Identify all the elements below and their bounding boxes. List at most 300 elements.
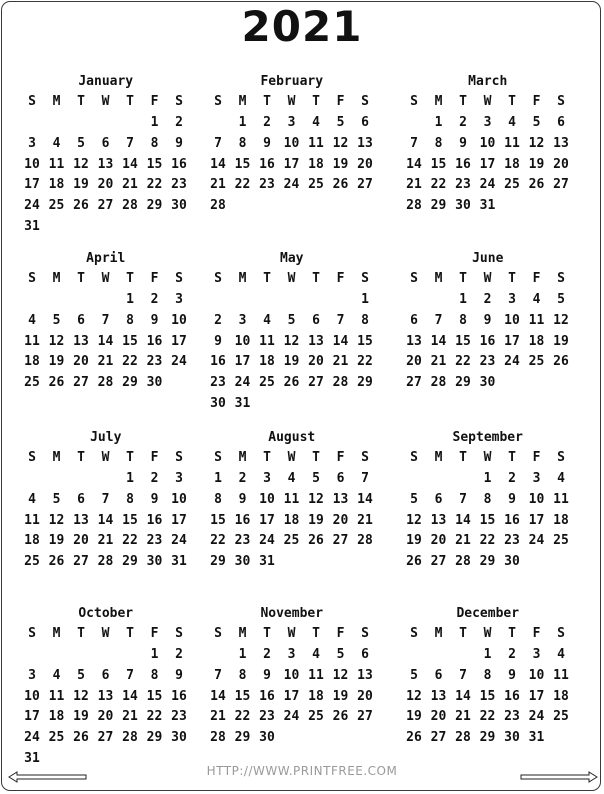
day-cell: 11	[283, 491, 300, 507]
weekday-header: T	[508, 450, 516, 465]
weekday-header: W	[101, 271, 110, 286]
day-cell: 3	[532, 471, 541, 486]
day-cell: 14	[122, 156, 138, 172]
day-cell: 8	[434, 135, 443, 151]
day-cell: 1	[434, 115, 443, 130]
day-cell: 12	[283, 333, 300, 349]
day-cell: 7	[459, 491, 467, 507]
weekday-header: W	[101, 94, 110, 109]
month-name: February	[260, 74, 324, 89]
day-cell: 5	[52, 312, 61, 328]
day-cell: 19	[73, 177, 89, 193]
day-cell: 17	[479, 156, 496, 172]
day-cell: 1	[459, 292, 467, 307]
day-cell: 27	[357, 709, 373, 725]
day-cell: 23	[455, 177, 471, 193]
day-cell: 19	[332, 156, 349, 172]
day-cell: 1	[150, 647, 159, 662]
day-cell: 23	[234, 533, 251, 549]
day-cell: 24	[283, 177, 300, 193]
day-cell: 12	[406, 512, 422, 528]
day-cell: 9	[263, 667, 271, 683]
day-cell: 30	[455, 198, 471, 214]
day-cell: 29	[357, 375, 373, 391]
day-cell: 5	[77, 667, 85, 683]
day-cell: 19	[308, 512, 324, 528]
day-cell: 26	[73, 730, 89, 746]
weekday-header: M	[52, 450, 61, 465]
month-name: November	[260, 606, 324, 621]
day-cell: 26	[332, 177, 349, 193]
day-cell: 23	[259, 177, 275, 193]
day-cell: 20	[97, 177, 114, 193]
day-cell: 24	[234, 375, 251, 391]
day-cell: 22	[479, 709, 496, 725]
day-cell: 25	[48, 730, 65, 746]
weekday-header: W	[483, 94, 492, 109]
day-cell: 9	[459, 135, 467, 151]
day-cell: 7	[361, 471, 369, 486]
day-cell: 23	[504, 709, 520, 725]
day-cell: 4	[52, 667, 61, 683]
day-cell: 11	[24, 333, 40, 349]
day-cell: 28	[406, 198, 422, 214]
day-cell: 7	[410, 135, 418, 151]
weekday-header: T	[126, 450, 134, 465]
day-cell: 29	[210, 554, 226, 570]
day-cell: 4	[312, 647, 320, 662]
day-cell: 4	[28, 491, 36, 507]
day-cell: 15	[234, 156, 251, 172]
day-cell: 6	[101, 135, 110, 151]
day-cell: 12	[48, 333, 65, 349]
day-cell: 27	[553, 177, 569, 193]
day-cell: 4	[28, 312, 36, 328]
day-cell: 4	[557, 647, 565, 662]
day-cell: 29	[234, 730, 251, 746]
day-cell: 5	[532, 115, 541, 130]
day-cell: 7	[126, 135, 134, 151]
day-cell: 3	[175, 471, 183, 486]
weekday-header: F	[336, 271, 345, 286]
day-cell: 13	[430, 512, 447, 528]
weekday-header: T	[263, 94, 271, 109]
day-cell: 21	[122, 709, 138, 725]
day-cell: 9	[175, 667, 183, 683]
weekday-header: T	[263, 271, 271, 286]
day-cell: 10	[283, 135, 300, 151]
day-cell: 23	[146, 533, 163, 549]
footer-url[interactable]: HTTP://WWW.PRINTFREE.COM	[206, 764, 398, 778]
day-cell: 8	[214, 491, 222, 507]
weekday-header: T	[77, 271, 85, 286]
day-cell: 7	[459, 667, 467, 683]
weekday-header: M	[434, 450, 443, 465]
day-cell: 14	[210, 156, 226, 172]
weekday-header: F	[336, 626, 345, 641]
day-cell: 7	[101, 312, 110, 328]
day-cell: 17	[528, 512, 545, 528]
day-cell: 22	[122, 533, 138, 549]
day-cell: 23	[171, 177, 187, 193]
day-cell: 9	[508, 491, 516, 507]
day-cell: 20	[308, 354, 324, 370]
day-cell: 3	[508, 292, 516, 307]
day-cell: 30	[234, 554, 251, 570]
day-cell: 25	[24, 375, 40, 391]
day-cell: 11	[308, 667, 324, 683]
day-cell: 7	[336, 312, 345, 328]
day-cell: 15	[455, 333, 471, 349]
day-cell: 1	[238, 115, 247, 130]
day-cell: 21	[97, 533, 114, 549]
weekday-header: F	[532, 626, 541, 641]
weekday-header: S	[28, 626, 36, 641]
weekday-header: M	[238, 271, 247, 286]
day-cell: 4	[508, 115, 516, 130]
day-cell: 8	[483, 491, 492, 507]
day-cell: 29	[122, 554, 138, 570]
day-cell: 22	[357, 354, 373, 370]
day-cell: 31	[234, 396, 251, 411]
day-cell: 29	[479, 554, 496, 570]
day-cell: 7	[214, 135, 222, 151]
weekday-header: M	[434, 94, 443, 109]
weekday-header: W	[287, 94, 296, 109]
day-cell: 18	[48, 709, 65, 725]
day-cell: 19	[283, 354, 300, 370]
day-cell: 13	[406, 333, 422, 349]
day-cell: 9	[263, 135, 271, 151]
day-cell: 17	[24, 177, 40, 193]
day-cell: 30	[504, 554, 520, 570]
day-cell: 15	[430, 156, 447, 172]
weekday-header: S	[557, 94, 565, 109]
day-cell: 9	[214, 333, 222, 349]
day-cell: 6	[77, 312, 85, 328]
day-cell: 28	[455, 730, 471, 746]
day-cell: 27	[73, 375, 89, 391]
weekday-header: S	[361, 94, 369, 109]
day-cell: 5	[77, 135, 85, 151]
month-name: October	[78, 606, 134, 621]
month-name: December	[456, 606, 520, 621]
day-cell: 30	[171, 730, 187, 746]
day-cell: 13	[357, 667, 373, 683]
weekday-header: S	[28, 271, 36, 286]
day-cell: 9	[238, 491, 247, 507]
day-cell: 13	[553, 135, 569, 151]
weekday-header: T	[508, 271, 516, 286]
day-cell: 12	[308, 491, 324, 507]
day-cell: 25	[553, 533, 569, 549]
weekday-header: S	[410, 271, 418, 286]
day-cell: 28	[210, 730, 226, 746]
day-cell: 21	[210, 177, 226, 193]
day-cell: 6	[101, 667, 110, 683]
weekday-header: T	[508, 626, 516, 641]
day-cell: 2	[214, 312, 222, 328]
day-cell: 10	[24, 156, 40, 172]
day-cell: 2	[483, 292, 492, 307]
day-cell: 26	[48, 554, 65, 570]
day-cell: 6	[77, 491, 85, 507]
weekday-header: M	[434, 271, 443, 286]
day-cell: 2	[459, 115, 467, 130]
day-cell: 31	[24, 751, 40, 766]
day-cell: 17	[283, 688, 300, 704]
day-cell: 16	[479, 333, 496, 349]
day-cell: 23	[504, 533, 520, 549]
day-cell: 28	[97, 554, 114, 570]
day-cell: 19	[528, 156, 545, 172]
day-cell: 11	[528, 312, 545, 328]
weekday-header: S	[557, 626, 565, 641]
day-cell: 11	[504, 135, 520, 151]
weekday-header: M	[238, 450, 247, 465]
day-cell: 24	[259, 533, 275, 549]
day-cell: 16	[234, 512, 251, 528]
day-cell: 21	[97, 354, 114, 370]
day-cell: 16	[146, 333, 163, 349]
day-cell: 10	[234, 333, 251, 349]
day-cell: 15	[146, 688, 163, 704]
day-cell: 25	[308, 177, 324, 193]
day-cell: 17	[528, 688, 545, 704]
day-cell: 25	[553, 709, 569, 725]
weekday-header: S	[28, 94, 36, 109]
day-cell: 2	[508, 647, 516, 662]
day-cell: 14	[122, 688, 138, 704]
day-cell: 9	[175, 135, 183, 151]
weekday-header: S	[214, 626, 222, 641]
day-cell: 23	[479, 354, 496, 370]
day-cell: 17	[259, 512, 275, 528]
month-name: September	[452, 430, 523, 445]
day-cell: 27	[73, 554, 89, 570]
day-cell: 13	[97, 688, 114, 704]
day-cell: 2	[263, 115, 271, 130]
weekday-header: F	[532, 94, 541, 109]
day-cell: 25	[283, 533, 300, 549]
weekday-header: S	[175, 271, 183, 286]
day-cell: 3	[287, 647, 296, 662]
weekday-header: W	[287, 271, 296, 286]
day-cell: 11	[259, 333, 275, 349]
day-cell: 12	[332, 135, 349, 151]
weekday-header: T	[77, 450, 85, 465]
weekday-header: W	[483, 626, 492, 641]
day-cell: 25	[24, 554, 40, 570]
day-cell: 14	[455, 512, 471, 528]
weekday-header: S	[175, 450, 183, 465]
right-arrow-icon[interactable]	[520, 771, 598, 783]
day-cell: 31	[259, 554, 275, 570]
weekday-header: T	[126, 271, 134, 286]
weekday-header: S	[28, 450, 36, 465]
weekday-header: S	[410, 94, 418, 109]
weekday-header: S	[214, 94, 222, 109]
day-cell: 9	[150, 312, 159, 328]
day-cell: 11	[24, 512, 40, 528]
day-cell: 28	[97, 375, 114, 391]
weekday-header: T	[459, 626, 467, 641]
weekday-header: S	[410, 450, 418, 465]
day-cell: 15	[210, 512, 226, 528]
weekday-header: F	[532, 450, 541, 465]
weekday-header: T	[126, 94, 134, 109]
month-name: January	[78, 74, 134, 89]
day-cell: 4	[312, 115, 320, 130]
day-cell: 21	[332, 354, 349, 370]
day-cell: 11	[553, 667, 569, 683]
day-cell: 17	[283, 156, 300, 172]
day-cell: 3	[175, 292, 183, 307]
weekday-header: T	[312, 94, 320, 109]
day-cell: 31	[171, 554, 187, 570]
day-cell: 5	[336, 647, 345, 662]
weekday-header: S	[361, 626, 369, 641]
day-cell: 20	[357, 156, 373, 172]
weekday-header: S	[175, 94, 183, 109]
weekday-header: M	[238, 626, 247, 641]
day-cell: 24	[283, 709, 300, 725]
weekday-header: T	[77, 94, 85, 109]
day-cell: 16	[455, 156, 471, 172]
day-cell: 2	[150, 292, 159, 307]
day-cell: 16	[171, 688, 187, 704]
day-cell: 16	[259, 156, 275, 172]
day-cell: 17	[171, 333, 187, 349]
day-cell: 7	[126, 667, 134, 683]
day-cell: 1	[214, 471, 222, 486]
day-cell: 5	[336, 115, 345, 130]
day-cell: 20	[97, 709, 114, 725]
day-cell: 16	[259, 688, 275, 704]
day-cell: 26	[406, 730, 422, 746]
day-cell: 22	[122, 354, 138, 370]
day-cell: 6	[410, 312, 418, 328]
weekday-header: T	[459, 271, 467, 286]
day-cell: 5	[410, 491, 418, 507]
day-cell: 30	[504, 730, 520, 746]
day-cell: 16	[504, 512, 520, 528]
day-cell: 24	[528, 533, 545, 549]
day-cell: 8	[361, 312, 369, 328]
day-cell: 24	[504, 354, 520, 370]
day-cell: 29	[455, 375, 471, 391]
day-cell: 26	[48, 375, 65, 391]
day-cell: 3	[28, 667, 36, 683]
day-cell: 28	[332, 375, 349, 391]
day-cell: 27	[97, 730, 114, 746]
day-cell: 3	[263, 471, 271, 486]
day-cell: 23	[146, 354, 163, 370]
day-cell: 6	[434, 491, 443, 507]
day-cell: 28	[122, 198, 138, 214]
day-cell: 7	[434, 312, 443, 328]
day-cell: 30	[146, 375, 163, 391]
weekday-header: F	[150, 626, 159, 641]
weekday-header: M	[52, 94, 61, 109]
day-cell: 3	[532, 647, 541, 662]
day-cell: 8	[126, 491, 134, 507]
day-cell: 13	[430, 688, 447, 704]
day-cell: 27	[357, 177, 373, 193]
day-cell: 21	[406, 177, 422, 193]
day-cell: 12	[553, 312, 569, 328]
day-cell: 13	[357, 135, 373, 151]
weekday-header: S	[361, 271, 369, 286]
day-cell: 27	[332, 533, 349, 549]
day-cell: 16	[210, 354, 226, 370]
weekday-header: S	[557, 450, 565, 465]
day-cell: 27	[406, 375, 422, 391]
weekday-header: T	[459, 94, 467, 109]
day-cell: 30	[210, 396, 226, 411]
day-cell: 29	[122, 375, 138, 391]
day-cell: 4	[557, 471, 565, 486]
day-cell: 1	[238, 647, 247, 662]
day-cell: 10	[528, 491, 545, 507]
day-cell: 17	[24, 709, 40, 725]
day-cell: 20	[357, 688, 373, 704]
day-cell: 28	[122, 730, 138, 746]
day-cell: 18	[553, 688, 569, 704]
day-cell: 8	[483, 667, 492, 683]
day-cell: 25	[48, 198, 65, 214]
day-cell: 2	[175, 647, 183, 662]
weekday-header: T	[77, 626, 85, 641]
day-cell: 19	[73, 709, 89, 725]
day-cell: 2	[150, 471, 159, 486]
day-cell: 24	[171, 533, 187, 549]
day-cell: 7	[101, 491, 110, 507]
day-cell: 5	[287, 312, 296, 328]
day-cell: 8	[150, 135, 159, 151]
day-cell: 13	[308, 333, 324, 349]
day-cell: 18	[24, 354, 40, 370]
day-cell: 13	[97, 156, 114, 172]
weekday-header: W	[483, 271, 492, 286]
day-cell: 26	[308, 533, 324, 549]
day-cell: 6	[312, 312, 320, 328]
day-cell: 18	[48, 177, 65, 193]
day-cell: 23	[171, 709, 187, 725]
day-cell: 23	[210, 375, 226, 391]
day-cell: 17	[504, 333, 520, 349]
day-cell: 18	[504, 156, 520, 172]
day-cell: 26	[73, 198, 89, 214]
day-cell: 1	[361, 292, 369, 307]
day-cell: 22	[234, 709, 251, 725]
day-cell: 14	[332, 333, 349, 349]
day-cell: 10	[479, 135, 496, 151]
day-cell: 2	[175, 115, 183, 130]
day-cell: 26	[553, 354, 569, 370]
day-cell: 10	[504, 312, 520, 328]
day-cell: 14	[455, 688, 471, 704]
weekday-header: T	[312, 626, 320, 641]
day-cell: 6	[434, 667, 443, 683]
weekday-header: T	[263, 626, 271, 641]
weekday-header: F	[336, 94, 345, 109]
day-cell: 16	[146, 512, 163, 528]
day-cell: 22	[430, 177, 447, 193]
day-cell: 30	[479, 375, 496, 391]
day-cell: 3	[287, 115, 296, 130]
day-cell: 9	[508, 667, 516, 683]
